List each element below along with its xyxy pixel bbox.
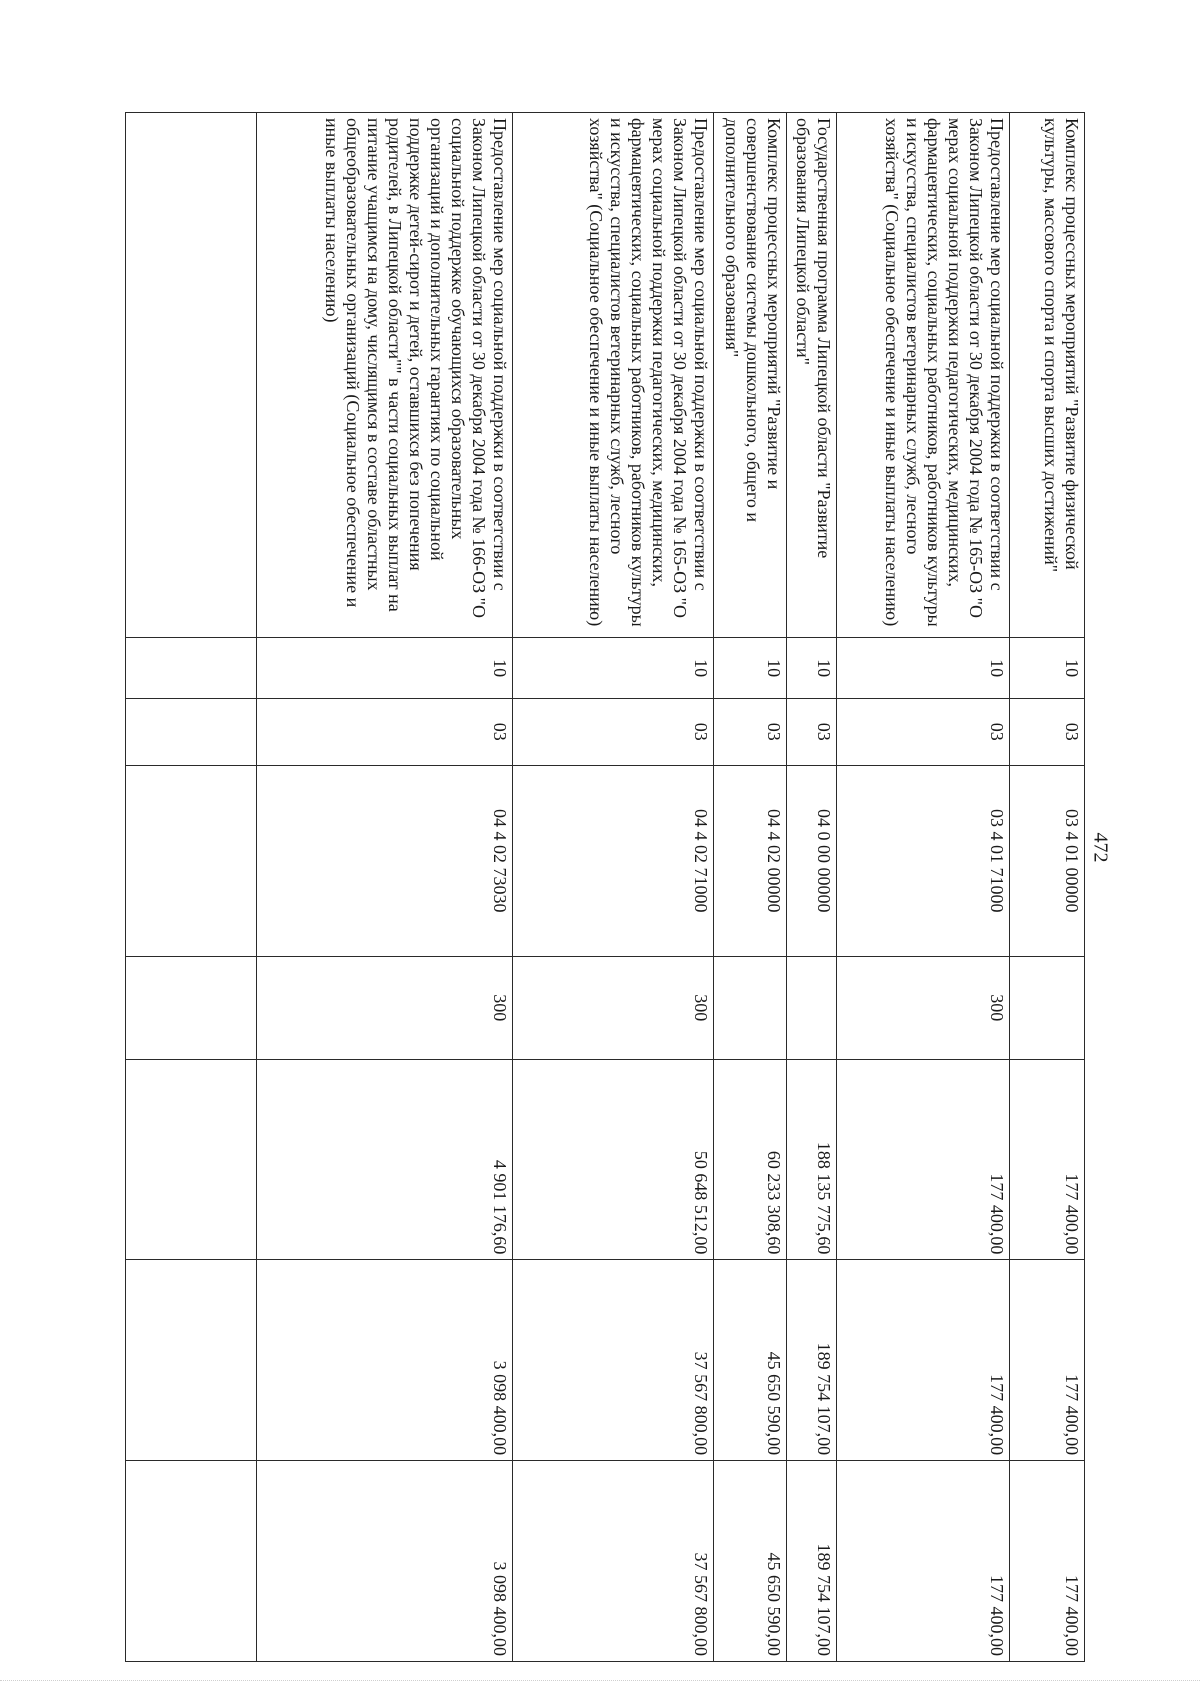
table-row (787, 113, 837, 1662)
sum-year-1: 60 233 308,60 (713, 1059, 786, 1260)
target-code: 04 4 02 71000 (513, 765, 714, 956)
table-row (513, 113, 714, 1662)
target-code: 03 4 01 00000 (1009, 765, 1084, 956)
target-code: 04 4 02 00000 (713, 765, 786, 956)
row-name: Предоставление мер социальной поддержки в соответствии с Законом Липецкой области от 30 декабря 2004 года № 166-ОЗ "О социальной поддержке обучающихся образовательных организаций и дополнительных гарантиях по социальной поддержке детей-сирот и детей, оставшихся без попечения родителей, в Липецкой области"" в части социальных выплат на питание учащимся на дому, числящимся в составе областных общеобразовательных организаций (Социальное обеспечение и иные выплаты населению) (257, 113, 513, 638)
sum-year-2: 177 400,00 (1009, 1260, 1084, 1461)
table-row (1009, 113, 1084, 1662)
subsection-code: 03 (713, 698, 786, 765)
row-name: Предоставление мер социальной поддержки в соответствии с Законом Липецкой области от 30 декабря 2004 года № 165-ОЗ "О мерах социальной поддержки педагогических, медицинских, фармацевтических, социальных работников, работников культуры и искусства, специалистов ветеринарных служб, лесного хозяйства" (Социальное обеспечение и иные выплаты населению) (513, 113, 714, 638)
row-name: Предоставление мер социальной поддержки в соответствии с Законом Липецкой области от 30 декабря 2004 года № 165-ОЗ "О мерах социальной поддержки педагогических, медицинских, фармацевтических, социальных работников, работников культуры и искусства, специалистов ветеринарных служб, лесного хозяйства" (Социальное обеспечение и иные выплаты населению) (837, 113, 1010, 638)
sum-year-1 (126, 1059, 257, 1260)
target-code: 04 4 02 73030 (257, 765, 513, 956)
section-code: 10 (713, 638, 786, 699)
sum-year-1: 4 901 176,60 (257, 1059, 513, 1260)
table-row (713, 113, 786, 1662)
expense-type-code: 300 (837, 956, 1010, 1059)
table-row (837, 113, 1010, 1662)
sum-year-2: 177 400,00 (837, 1260, 1010, 1461)
sum-year-2: 3 098 400,00 (257, 1260, 513, 1461)
sum-year-3 (126, 1461, 257, 1662)
sum-year-2: 45 650 590,00 (713, 1260, 786, 1461)
sum-year-3: 177 400,00 (1009, 1461, 1084, 1662)
section-code (126, 638, 257, 699)
document-page (125, 112, 1085, 1662)
budget-table (125, 112, 1085, 1662)
section-code: 10 (787, 638, 837, 699)
sum-year-1: 177 400,00 (837, 1059, 1010, 1260)
table-row (257, 113, 513, 1662)
section-code: 10 (1009, 638, 1084, 699)
sum-year-3: 3 098 400,00 (257, 1461, 513, 1662)
expense-type-code (1009, 956, 1084, 1059)
page-number: 472 (1089, 832, 1112, 863)
subsection-code: 03 (787, 698, 837, 765)
expense-type-code (787, 956, 837, 1059)
sum-year-3: 45 650 590,00 (713, 1461, 786, 1662)
subsection-code: 03 (513, 698, 714, 765)
subsection-code: 03 (1009, 698, 1084, 765)
subsection-code (126, 698, 257, 765)
section-code: 10 (837, 638, 1010, 699)
sum-year-1: 50 648 512,00 (513, 1059, 714, 1260)
target-code: 04 0 00 00000 (787, 765, 837, 956)
expense-type-code: 300 (257, 956, 513, 1059)
sum-year-3: 189 754 107,00 (787, 1461, 837, 1662)
row-name (126, 113, 257, 638)
target-code: 03 4 01 71000 (837, 765, 1010, 956)
subsection-code: 03 (257, 698, 513, 765)
expense-type-code (126, 956, 257, 1059)
expense-type-code (713, 956, 786, 1059)
sum-year-2: 189 754 107,00 (787, 1260, 837, 1461)
sum-year-1: 177 400,00 (1009, 1059, 1084, 1260)
section-code: 10 (257, 638, 513, 699)
sum-year-2: 37 567 800,00 (513, 1260, 714, 1461)
target-code (126, 765, 257, 956)
row-name: Комплекс процессных мероприятий "Развитие и совершенствование системы дошкольного, общего и дополнительного образования" (713, 113, 786, 638)
sum-year-3: 177 400,00 (837, 1461, 1010, 1662)
subsection-code: 03 (837, 698, 1010, 765)
section-code: 10 (513, 638, 714, 699)
sum-year-2 (126, 1260, 257, 1461)
expense-type-code: 300 (513, 956, 714, 1059)
sum-year-3: 37 567 800,00 (513, 1461, 714, 1662)
table-row (126, 113, 257, 1662)
scan-edge-noise (0, 1680, 1200, 1683)
sum-year-1: 188 135 775,60 (787, 1059, 837, 1260)
row-name: Государственная программа Липецкой области "Развитие образования Липецкой области" (787, 113, 837, 638)
row-name: Комплекс процессных мероприятий "Развитие физической культуры, массового спорта и спорта высших достижений" (1009, 113, 1084, 638)
